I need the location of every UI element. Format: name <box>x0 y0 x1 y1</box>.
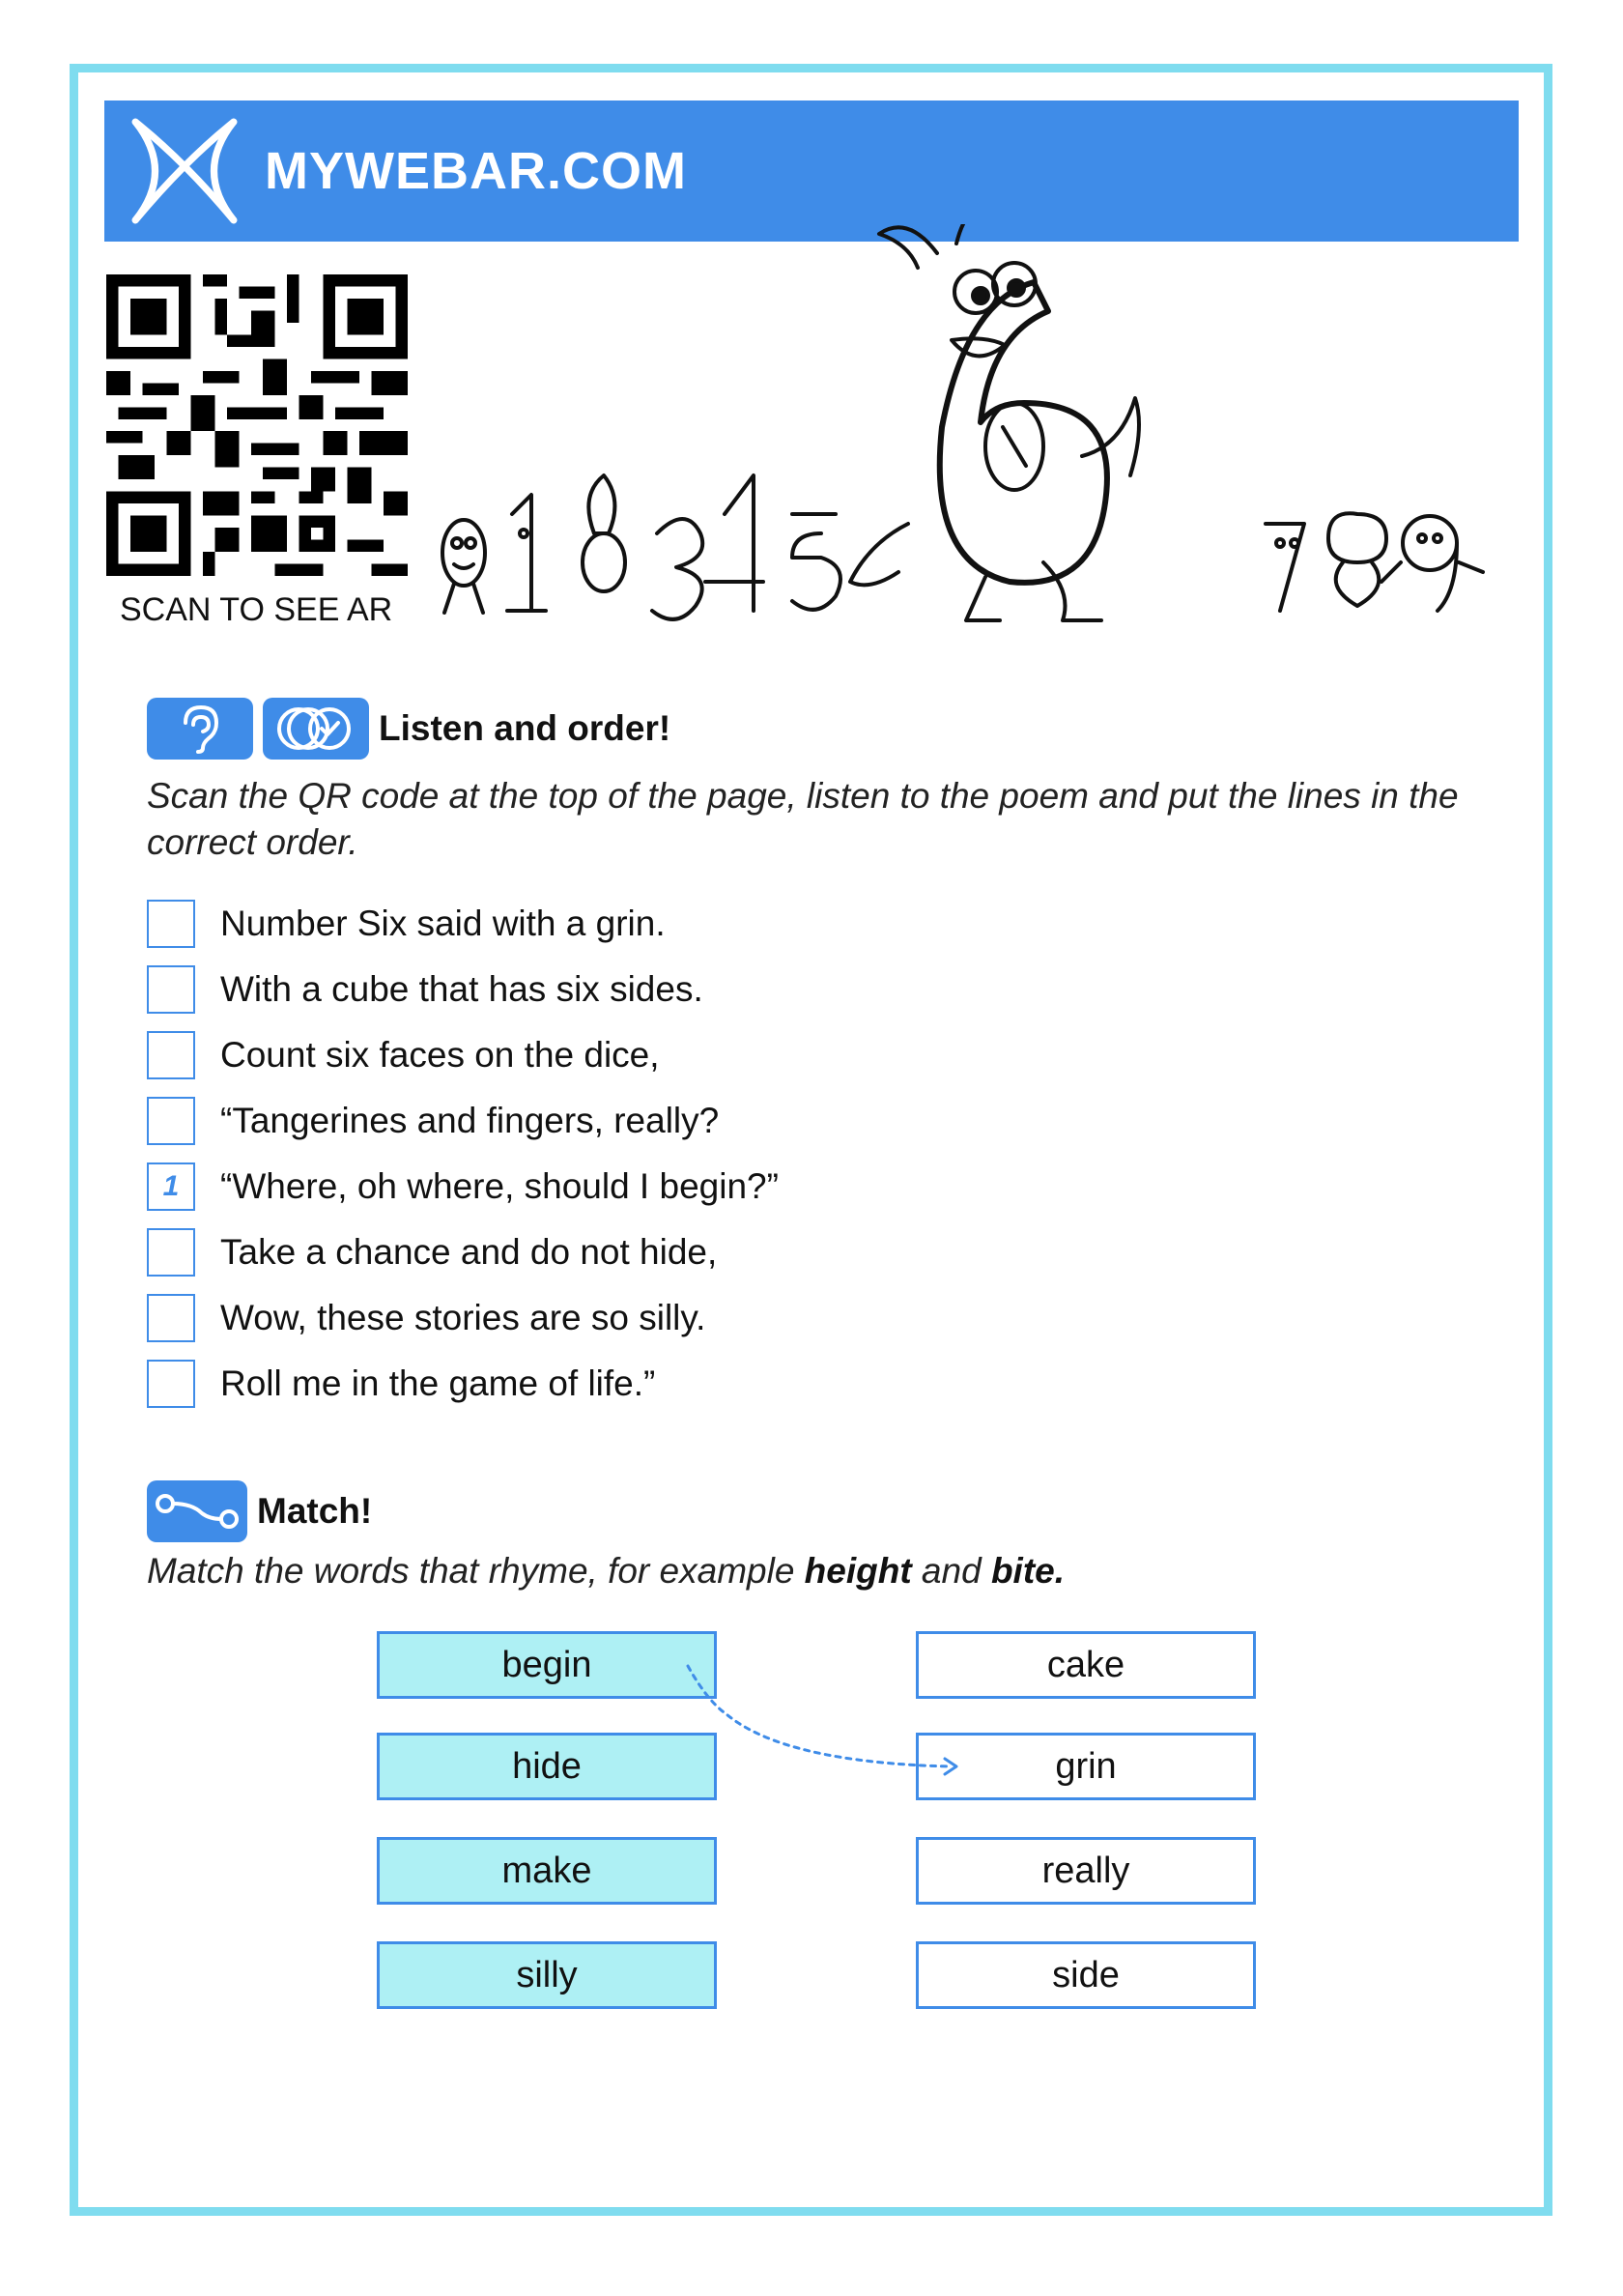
match-right-word[interactable]: grin <box>916 1733 1256 1800</box>
listen-section-title: Listen and order! <box>379 708 671 748</box>
connect-nodes-icon <box>147 1480 247 1542</box>
number-characters-illustration <box>415 224 1546 640</box>
example-word-1: height <box>804 1551 912 1591</box>
poem-line <box>147 957 779 1022</box>
listen-section-header <box>147 698 670 760</box>
order-number-box[interactable] <box>147 1097 195 1145</box>
order-number-box[interactable]: 1 <box>147 1162 195 1211</box>
example-match-arrow <box>676 1643 966 1778</box>
match-left-word[interactable]: silly <box>377 1941 717 2009</box>
match-section-header <box>147 1480 372 1542</box>
poem-line-text: “Where, oh where, should I begin?” <box>220 1166 779 1206</box>
match-instruction <box>147 1548 1499 1594</box>
poem-line-text: Count six faces on the dice, <box>220 1035 660 1075</box>
match-right-word[interactable]: side <box>916 1941 1256 2009</box>
order-number-box[interactable] <box>147 965 195 1014</box>
poem-line <box>147 1088 779 1154</box>
match-instruction-prefix: Match the words that rhyme, for example <box>147 1551 805 1591</box>
example-word-2: bite <box>990 1551 1055 1591</box>
match-left-word[interactable]: make <box>377 1837 717 1905</box>
poem-line <box>147 891 779 957</box>
order-number-box[interactable] <box>147 1031 195 1079</box>
poem-lines-list <box>147 891 779 1417</box>
circles-check-icon <box>263 698 369 760</box>
qr-code[interactable] <box>102 274 412 576</box>
order-number-box[interactable] <box>147 1294 195 1342</box>
match-left-word[interactable]: begin <box>377 1631 717 1699</box>
match-right-word[interactable]: cake <box>916 1631 1256 1699</box>
x-logo-icon <box>126 112 243 230</box>
poem-line <box>147 1351 779 1417</box>
poem-line <box>147 1154 779 1220</box>
poem-line-text: Take a chance and do not hide, <box>220 1232 718 1272</box>
match-left-word[interactable]: hide <box>377 1733 717 1800</box>
order-number-box[interactable] <box>147 1360 195 1408</box>
match-right-word[interactable]: really <box>916 1837 1256 1905</box>
match-instruction-suffix: . <box>1054 1551 1066 1591</box>
order-number-box[interactable] <box>147 900 195 948</box>
poem-line-text: With a cube that has six sides. <box>220 969 703 1009</box>
match-instruction-mid: and <box>911 1551 991 1591</box>
poem-line <box>147 1220 779 1285</box>
poem-line-text: “Tangerines and fingers, really? <box>220 1101 720 1140</box>
poem-line-text: Number Six said with a grin. <box>220 904 666 943</box>
match-section-title: Match! <box>257 1491 373 1531</box>
poem-line <box>147 1285 779 1351</box>
ear-icon <box>147 698 253 760</box>
order-number-box[interactable] <box>147 1228 195 1277</box>
poem-line-text: Wow, these stories are so silly. <box>220 1298 706 1337</box>
poem-line <box>147 1022 779 1088</box>
qr-caption: SCAN TO SEE AR <box>120 591 393 628</box>
header-banner <box>104 100 1519 242</box>
listen-instruction: Scan the QR code at the top of the page, listen to the poem and put the lines in the correct order. <box>147 776 1459 862</box>
poem-line-text: Roll me in the game of life.” <box>220 1363 656 1403</box>
brand-name: MYWEBAR.COM <box>265 142 687 200</box>
